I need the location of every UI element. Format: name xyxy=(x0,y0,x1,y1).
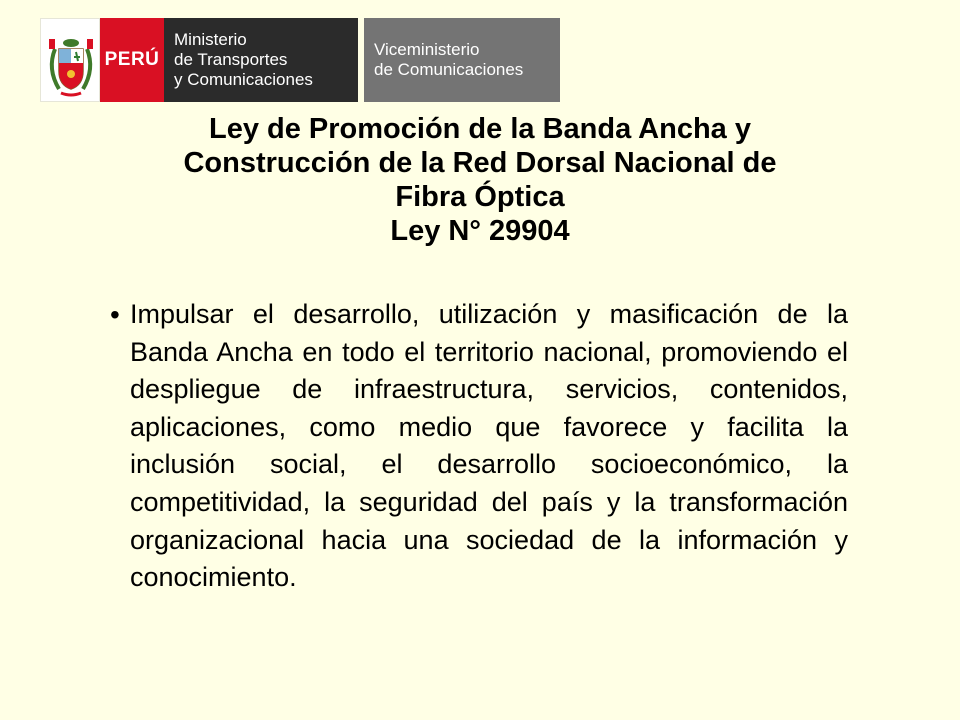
bullet-symbol: • xyxy=(110,299,120,330)
title-line-1: Ley de Promoción de la Banda Ancha y xyxy=(208,113,751,145)
vice-line-2: de Comunicaciones xyxy=(374,60,524,79)
title-line-2: Construcción de la Red Dorsal Nacional de xyxy=(183,147,777,179)
peru-coat-of-arms-icon xyxy=(40,18,100,102)
vice-line-1: Viceministerio xyxy=(374,40,480,59)
title-line-3: Fibra Óptica xyxy=(395,181,565,213)
bullet-text: Impulsar el desarrollo, utilización y masificación de la Banda Ancha en todo el territorio nacional, promoviendo el despliegue de infraestructura, servicios, contenidos, aplicaciones, como medio que favorece y facilita la inclusión social, el desarrollo socioeconómico, la competitividad, la seguridad del país y la transformación organizacional hacia una sociedad de la información y conocimiento. xyxy=(130,299,848,593)
peru-label: PERÚ xyxy=(104,49,160,70)
peru-brand-block xyxy=(100,18,164,102)
bullet-item xyxy=(110,296,848,597)
ministry-line-3: y Comunicaciones xyxy=(174,70,313,89)
slide-title xyxy=(100,112,860,248)
ministry-header xyxy=(40,18,560,102)
ministry-name-block xyxy=(164,18,358,102)
title-line-4: Ley N° 29904 xyxy=(390,215,570,247)
viceministry-name-block xyxy=(364,18,560,102)
ministry-line-2: de Transportes xyxy=(174,50,288,69)
ministry-line-1: Ministerio xyxy=(174,30,247,49)
